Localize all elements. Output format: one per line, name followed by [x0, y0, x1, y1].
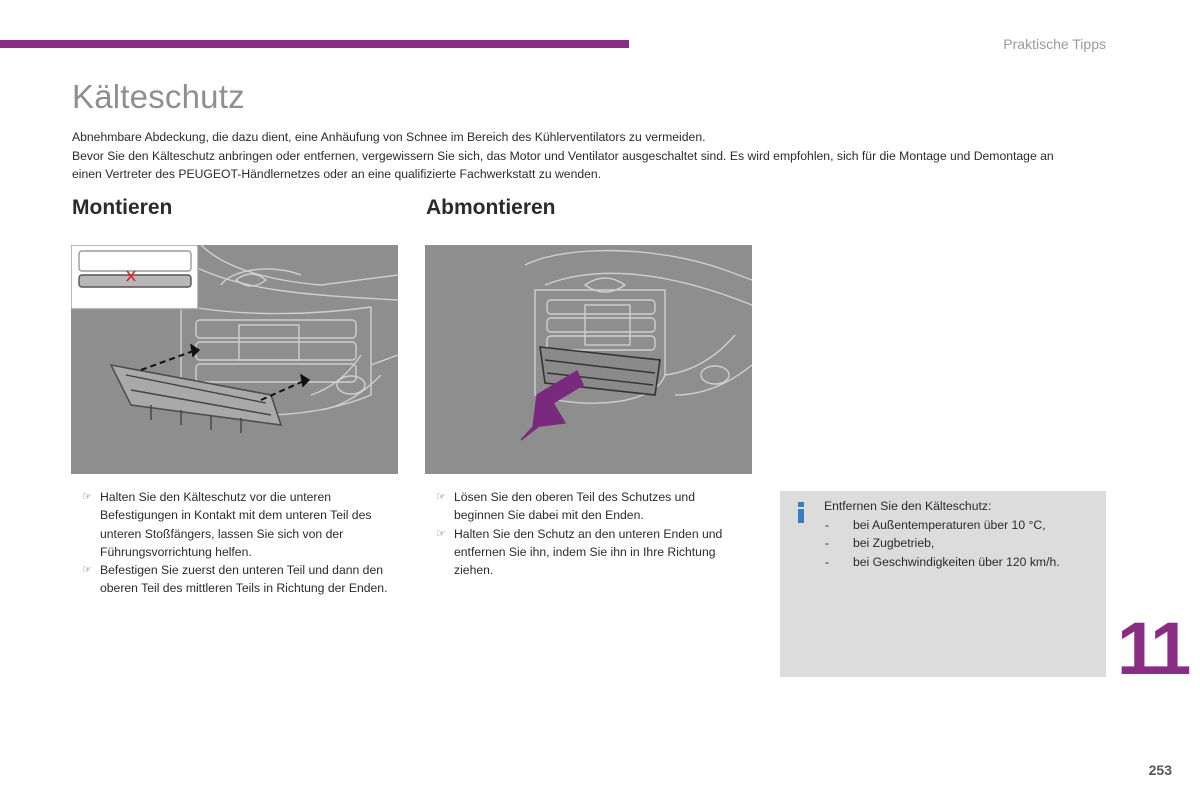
- list-item: - bei Geschwindigkeiten über 120 km/h.: [825, 554, 1060, 569]
- step-text: Lösen Sie den oberen Teil des Schutzes und beginnen Sie dabei mit den Enden.: [454, 490, 695, 523]
- step-text: Befestigen Sie zuerst den unteren Teil und dann den oberen Teil des mittleren Teils in Richtung der Enden.: [100, 563, 388, 596]
- header-accent-bar: [0, 40, 629, 48]
- pointer-icon: ☞: [436, 527, 446, 540]
- list-item: [71, 561, 393, 598]
- intro-paragraph: Bevor Sie den Kälteschutz anbringen oder entfernen, vergewissern Sie sich, das Motor und Ventilator ausgeschaltet sind. Es wird empfohlen, sich für die Montage und Demontage an einen Vertreter des PEUGEOT-Händlernetzes oder an eine qualifizierte Fachwerkstatt zu wenden.: [72, 148, 1054, 181]
- pointer-icon: ☞: [436, 491, 446, 503]
- page-number: 253: [1148, 762, 1172, 778]
- info-lead: Entfernen Sie den Kälteschutz:: [824, 499, 992, 513]
- info-item: bei Außentemperaturen über 10 °C,: [853, 517, 1046, 532]
- chapter-number: 11: [1117, 607, 1188, 690]
- pointer-icon: ☞: [82, 491, 92, 503]
- page-title: Kälteschutz: [72, 78, 245, 115]
- mount-heading: Montieren: [72, 196, 173, 219]
- step-text: Halten Sie den Kälteschutz vor die unteren Befestigungen in Kontakt mit dem unteren Teil des unteren Stoßfängers, lassen Sie sich von der Führungsvorrichtung helfen.: [100, 490, 372, 559]
- intro-paragraph: Abnehmbare Abdeckung, die dazu dient, eine Anhäufung von Schnee im Bereich des Kühlerventilators zu vermeiden.: [72, 130, 706, 144]
- dismount-steps: [425, 488, 747, 579]
- info-item: bei Zugbetrieb,: [853, 536, 935, 550]
- list-item: - bei Außentemperaturen über 10 °C,: [825, 517, 1046, 532]
- mount-steps: [71, 488, 393, 598]
- step-text: Halten Sie den Schutz an den unteren Enden und entfernen Sie ihn, indem Sie ihn in Ihre Richtung ziehen.: [454, 526, 723, 578]
- info-list: [824, 516, 1060, 572]
- dismount-heading: Abmontieren: [426, 196, 556, 219]
- list-item: - bei Zugbetrieb,: [825, 536, 935, 550]
- list-item: [71, 488, 393, 561]
- info-item: bei Geschwindigkeiten über 120 km/h.: [853, 554, 1060, 569]
- info-icon: [797, 502, 805, 524]
- list-item: [425, 488, 747, 525]
- info-box: [780, 491, 1106, 677]
- pointer-icon: ☞: [82, 564, 92, 577]
- intro-text: [72, 128, 1082, 184]
- mount-illustration: [71, 245, 398, 474]
- list-item: [425, 525, 747, 580]
- info-text: [824, 497, 1060, 571]
- section-label: Praktische Tipps: [1003, 36, 1106, 52]
- dismount-illustration: [425, 245, 752, 474]
